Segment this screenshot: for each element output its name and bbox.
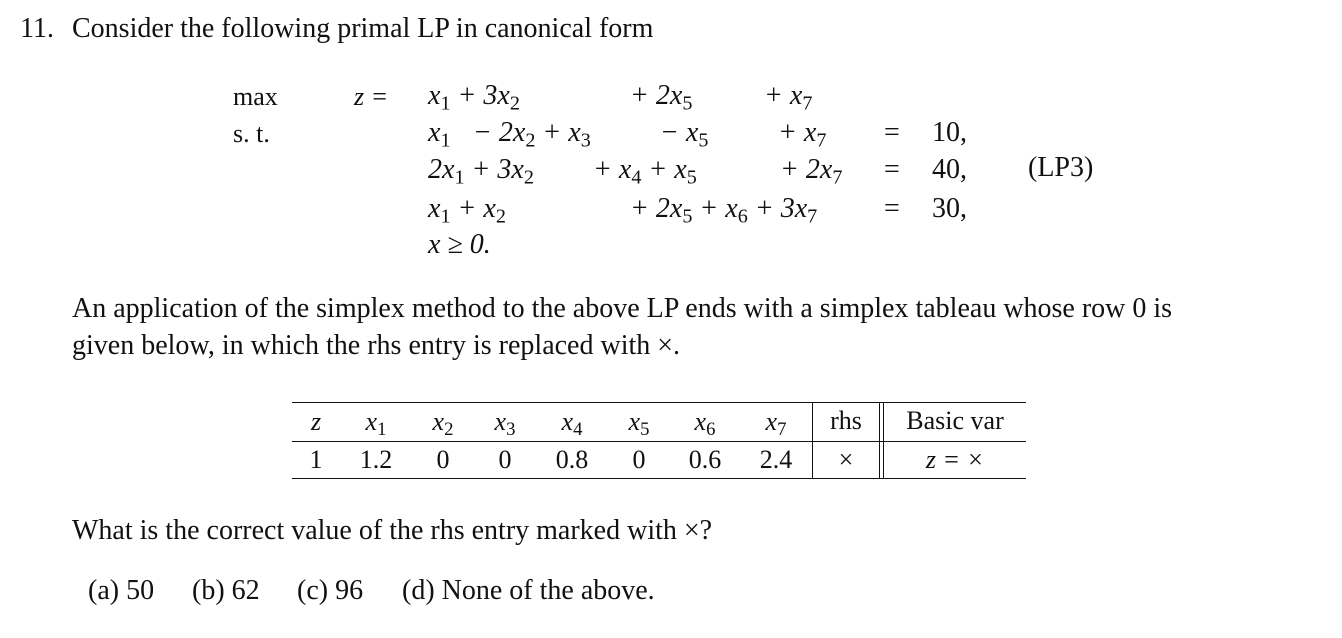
tableau-row0-basic-var: z = ×: [925, 445, 985, 474]
objective-label: max: [233, 82, 278, 111]
tableau-row0-x1: 1.2: [359, 445, 393, 474]
constraint-1-term-5: − $x_5$: [660, 117, 709, 152]
constraint-1-term-1: $x_1$: [428, 117, 451, 152]
constraint-2-relation: =: [884, 154, 900, 185]
tableau-row0-x4: 0.8: [555, 445, 589, 474]
tableau-row0-x5: 0: [632, 445, 646, 474]
tableau-header-x2: $x_2$: [432, 407, 454, 441]
tableau-header-z: z: [310, 407, 322, 436]
tableau-divider-basic-left: [879, 402, 880, 478]
constraint-1-term-7: + $x_7$: [778, 117, 827, 152]
objective-lhs: z =: [354, 82, 389, 111]
constraint-1-rhs: 10,: [932, 117, 967, 148]
constraint-3-term-5: + $2x_5 + x_6 + 3x_7$: [630, 193, 818, 228]
question-number: 11.: [20, 13, 54, 44]
paragraph-line-1: An application of the simplex method to the above LP ends with a simplex tableau whose row 0 is: [72, 293, 1173, 324]
tableau-header-x1: $x_1$: [365, 407, 387, 441]
tableau-row0-x2: 0: [436, 445, 450, 474]
lp-label: (LP3): [1028, 152, 1094, 183]
objective-term-1-text: $x_1 + 3x_2$: [428, 80, 520, 115]
objective-term-7: + $x_7$: [764, 80, 813, 115]
question-prompt: What is the correct value of the rhs entry marked with ×?: [72, 515, 713, 546]
tableau-header-rule: [292, 441, 1026, 442]
constraint-3-term-1: $x_1 + x_2$: [428, 193, 506, 228]
constraint-3-relation: =: [884, 193, 900, 224]
tableau-row0-z: 1: [309, 445, 323, 474]
tableau-divider-rhs: [812, 402, 813, 478]
tableau-header-x5: $x_5$: [628, 407, 650, 441]
tableau-header-x4: $x_4$: [561, 407, 583, 441]
objective-term-1: [428, 80, 520, 115]
tableau-row0-rhs: ×: [838, 445, 854, 474]
constraint-2-term-4: + $x_4 + x_5$: [593, 154, 697, 189]
choice-b[interactable]: (b) 62: [192, 575, 260, 606]
question-intro: Consider the following primal LP in canonical form: [72, 13, 654, 44]
choice-c[interactable]: (c) 96: [297, 575, 364, 606]
tableau-header-basic-var: Basic var: [906, 406, 1004, 435]
constraint-1-term-2: − $2x_2 + x_3$: [473, 117, 591, 152]
paragraph-line-2: given below, in which the rhs entry is replaced with ×.: [72, 330, 681, 361]
tableau-header-x6: $x_6$: [694, 407, 716, 441]
choice-d[interactable]: (d) None of the above.: [402, 575, 655, 606]
nonnegativity-constraint: x ≥ 0.: [428, 229, 491, 260]
constraint-2-term-7: + $2x_7$: [780, 154, 843, 189]
constraint-3-rhs: 30,: [932, 193, 967, 224]
constraint-2-term-1: $2x_1 + 3x_2$: [428, 154, 534, 189]
tableau-top-rule: [292, 402, 1026, 403]
tableau-row0-x7: 2.4: [759, 445, 793, 474]
tableau-row0-x3: 0: [498, 445, 512, 474]
tableau-header-x3: $x_3$: [494, 407, 516, 441]
tableau-bottom-rule: [292, 478, 1026, 479]
constraint-2-rhs: 40,: [932, 154, 967, 185]
tableau-header-rhs: rhs: [830, 406, 862, 435]
constraint-1-relation: =: [884, 117, 900, 148]
st-label: s. t.: [233, 119, 270, 148]
tableau-header-x7: $x_7$: [765, 407, 787, 441]
tableau-row0-x6: 0.6: [688, 445, 722, 474]
objective-term-5: + $2x_5$: [630, 80, 693, 115]
choice-a[interactable]: (a) 50: [88, 575, 155, 606]
tableau-divider-basic-right: [883, 402, 884, 478]
